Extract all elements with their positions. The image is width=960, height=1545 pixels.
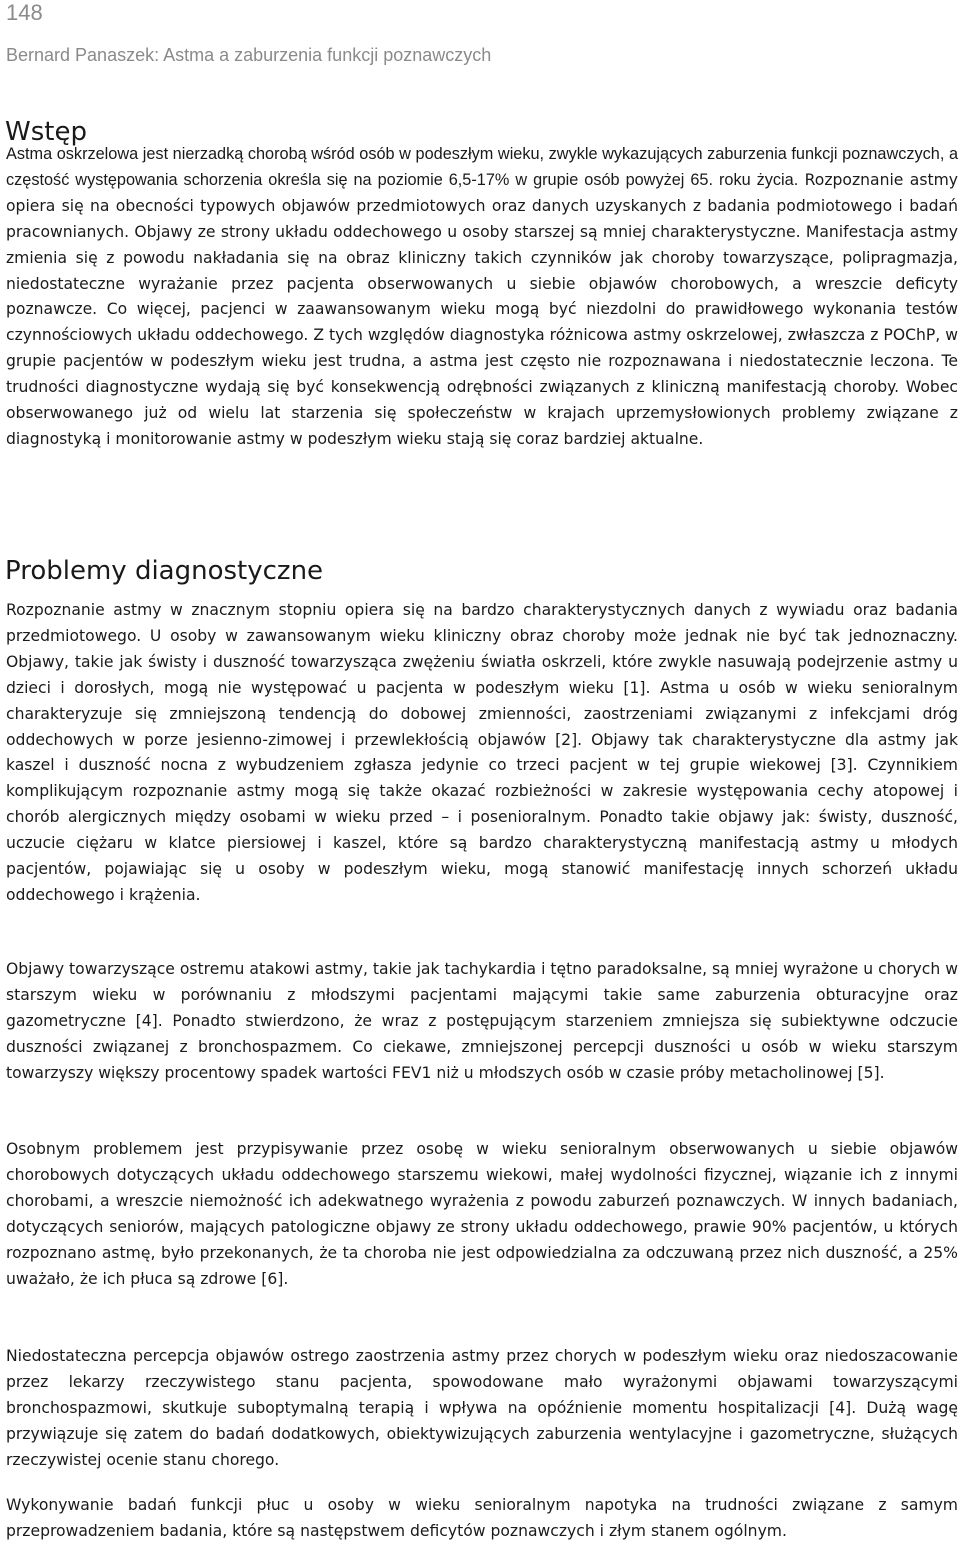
paragraph-body-text: Rozpoznanie astmy opiera się na obecności typowych objawów przedmiotowych oraz danych uzyskanych z badania podmiotowego i badań pracownianych. Objawy ze strony układu oddechowego u osoby starszej są mniej charakterystyczne. Manifestacja astmy zmienia się z powodu nakładania się na obraz kliniczny takich czynników jak choroby towarzyszące, polipragmazja, niedostateczne wyrażanie przez pacjenta obserwowanych u siebie objawów chorobowych, a wreszcie deficyty poznawcze. Co więcej, pacjenci w zaawansowanym wieku mogą być niezdolni do prawidłowego wykonania testów czynnościowych układu oddechowego. Z tych względów diagnostyka różnicowa astmy oskrzelowej, zwłaszcza z POChP, w grupie pacjentów w podeszłym wieku jest trudna, a astma jest często nie rozpoznawana i niedostatecznie leczona. Te trudności diagnostyczne wydają się być konsekwencją odrębności związanych z kliniczną manifestacją choroby. Wobec obserwowanego już od wielu lat starzenia się społeczeństw w krajach uprzemysłowionych problemy związane z diagnostyką i monitorowanie astmy w podeszłym wieku stają się coraz bardziej aktualne. [6, 170, 959, 448]
section-heading-diagnostic-problems: Problemy diagnostyczne [5, 556, 324, 586]
diagnostic-paragraph-5: Wykonywanie badań funkcji płuc u osoby w wieku senioralnym napotyka na trudności związane z samym przeprowadzeniem badania, które są następstwem deficytów poznawczych i złym stanem ogólnym. [6, 1496, 958, 1540]
diagnostic-paragraph-4: Niedostateczna percepcja objawów ostrego zaostrzenia astmy przez chorych w podeszłym wieku oraz niedoszacowanie przez lekarzy rzeczywistego stanu pacjenta, spowodowane mało wyrażonymi objawami towarzyszącymi bronchospazmowi, skutkuje suboptymalną terapią i wpływa na opóźnienie momentu hospitalizacji [4]. Dużą wagę przywiązuje się zatem do badań dodatkowych, obiektywizujących zaburzenia wentylacyjne i gazometryczne, służących rzeczywistej ocenie stanu chorego. [6, 1347, 958, 1469]
diagnostic-paragraph-1: Rozpoznanie astmy w znacznym stopniu opiera się na bardzo charakterystycznych danych z wywiadu oraz badania przedmiotowego. U osoby w zawansowanym wieku kliniczny obraz choroby może jednak nie być tak jednoznaczny. Objawy, takie jak świsty i duszność towarzysząca zwężeniu światła oskrzeli, które zwykle nasuwają podejrzenie astmy u dzieci i dorosłych, mogą nie występować u pacjenta w podeszłym wieku [1]. Astma u osób w wieku senioralnym charakteryzuje się zmniejszoną tendencją do dobowej zmienności, zaostrzeniami związanymi z infekcjami dróg oddechowych w porze jesienno-zimowej i przewlekłością objawów [2]. Objawy tak charakterystyczne dla astmy jak kaszel i duszność nocna z wybudzeniem zgłasza jedynie co trzeci pacjent w tej grupie wiekowej [3]. Czynnikiem komplikującym rozpoznanie astmy mogą się także okazać rozbieżności w zakresie występowania cechy atopowej i chorób alergicznych między osobami w wieku przed – i posenioralnym. Ponadto takie objawy jak: świsty, duszność, uczucie ciężaru w klatce piersiowej i kaszel, które są bardzo charakterystyczną manifestacją astmy u młodych pacjentów, pojawiając się u osoby w podeszłym wieku, mogą stanowić manifestację innych schorzeń układu oddechowego i krążenia. [6, 601, 958, 904]
introduction-paragraph [6, 142, 958, 453]
running-header: Bernard Panaszek: Astma a zaburzenia funkcji poznawczych [6, 45, 492, 65]
section-heading-introduction: Wstęp [5, 117, 87, 147]
page-number: 148 [6, 0, 43, 25]
paragraph-lead-text: Astma oskrzelowa jest nierzadką chorobą wśród osób w podeszłym wieku, zwykle wykazujących zaburzenia funkcji poznawczych, a częstość występowania schorzenia określa się na poziomie 6,5-17% w grupie osób powyżej 65. roku życia. [6, 145, 958, 189]
diagnostic-paragraph-2: Objawy towarzyszące ostremu atakowi astmy, takie jak tachykardia i tętno paradoksalne, są mniej wyrażone u chorych w starszym wieku w porównaniu z młodszymi pacjentami mającymi takie same zaburzenia obturacyjne oraz gazometryczne [4]. Ponadto stwierdzono, że wraz z postępującym starzeniem zmniejsza się subiektywne odczucie duszności związanej z bronchospazmem. Co ciekawe, zmniejszonej percepcji duszności u osób w wieku starszym towarzyszy większy procentowy spadek wartości FEV1 niż u młodszych osób w czasie próby metacholinowej [5]. [6, 960, 958, 1082]
diagnostic-paragraph-3: Osobnym problemem jest przypisywanie przez osobę w wieku senioralnym obserwowanych u siebie objawów chorobowych dotyczących układu oddechowego starszemu wiekowi, małej wydolności fizycznej, wiązanie ich z innymi chorobami, a wreszcie niemożność ich adekwatnego wyrażenia z powodu zaburzeń poznawczych. W innych badaniach, dotyczących seniorów, mających patologiczne objawy ze strony układu oddechowego, prawie 90% pacjentów, u których rozpoznano astmę, było przekonanych, że ta choroba nie jest odpowiedzialna za odczuwaną przez nich duszność, a 25% uważało, że ich płuca są zdrowe [6]. [6, 1140, 958, 1288]
